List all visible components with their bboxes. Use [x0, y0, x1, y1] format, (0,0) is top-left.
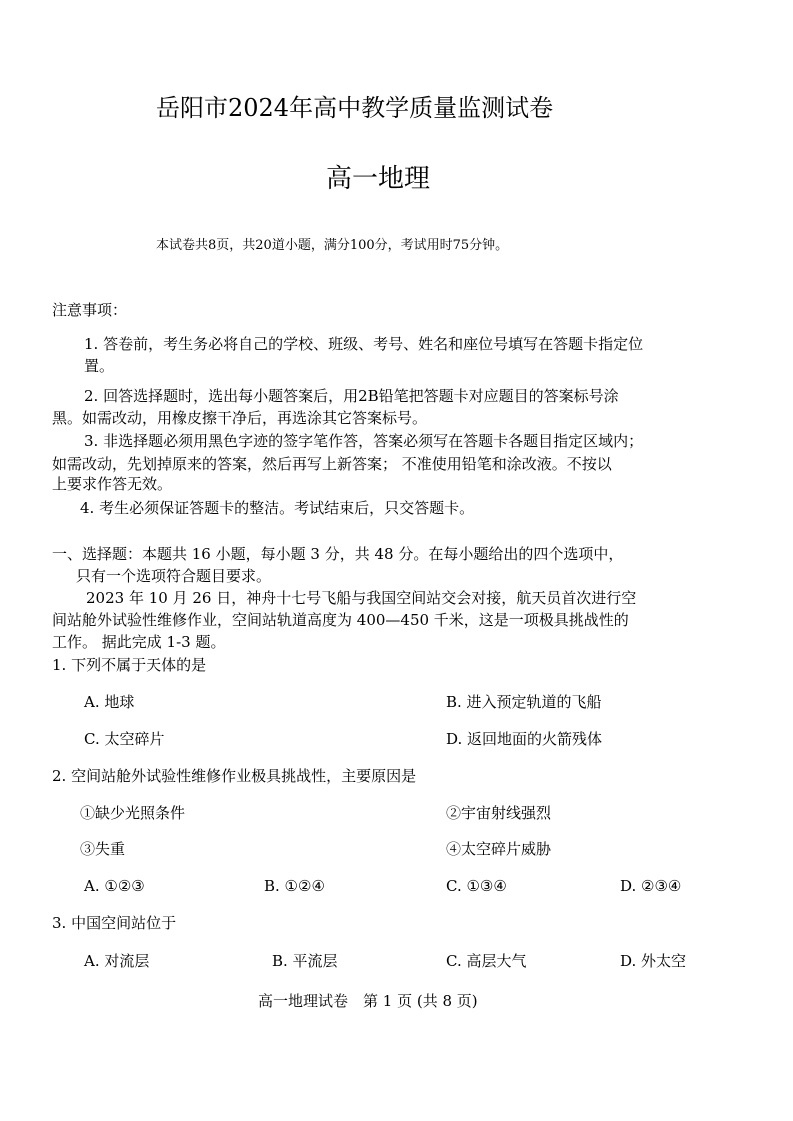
notice-item-4: 4. 考生必须保证答题卡的整洁。考试结束后，只交答题卡。	[80, 499, 475, 517]
q2-statement-1: ①缺少光照条件	[80, 804, 186, 822]
q2-statement-2: ②宇宙射线强烈	[446, 804, 552, 822]
notice-item-3-cont2: 上要求作答无效。	[52, 475, 173, 493]
q2-option-c: C. ①③④	[446, 877, 507, 895]
exam-intro: 本试卷共8页，共20道小题，满分100分，考试用时75分钟。	[156, 238, 509, 253]
page-footer: 高一地理试卷 第 1 页 (共 8 页)	[258, 992, 478, 1010]
q2-option-a: A. ①②③	[84, 877, 145, 895]
exam-title: 岳阳市2024年高中教学质量监测试卷	[156, 94, 554, 122]
question-1-stem: 1. 下列不属于天体的是	[52, 656, 207, 674]
q1-option-b: B. 进入预定轨道的飞船	[446, 693, 602, 711]
q3-option-d: D. 外太空	[620, 952, 687, 970]
q1-option-c: C. 太空碎片	[84, 730, 165, 748]
notice-item-3: 3. 非选择题必须用黑色字迹的签字笔作答，答案必须写在答题卡各题目指定区域内；	[84, 432, 644, 450]
notice-heading: 注意事项：	[52, 301, 128, 319]
question-2-stem: 2. 空间站舱外试验性维修作业极具挑战性，主要原因是	[52, 767, 417, 785]
passage-cont: 间站舱外试验性维修作业，空间站轨道高度为 400—450 千米，这是一项极具挑战性的	[52, 611, 629, 629]
q1-option-d: D. 返回地面的火箭残体	[446, 730, 603, 748]
q3-option-b: B. 平流层	[272, 952, 338, 970]
q2-statement-4: ④太空碎片威胁	[446, 840, 552, 858]
subject-title: 高一地理	[326, 164, 431, 194]
q2-option-b: B. ①②④	[264, 877, 325, 895]
notice-item-2: 2. 回答选择题时，选出每小题答案后，用2B铅笔把答题卡对应题目的答案标号涂	[84, 387, 619, 405]
section-heading-cont: 只有一个选项符合题目要求。	[76, 567, 272, 585]
q2-statement-3: ③失重	[80, 840, 126, 858]
notice-item-1-cont: 置。	[84, 357, 115, 375]
q2-option-d: D. ②③④	[620, 877, 682, 895]
q3-option-a: A. 对流层	[84, 952, 150, 970]
notice-item-3-cont: 如需改动，先划掉原来的答案，然后再写上新答案； 不准使用铅笔和涂改液。不按以	[52, 455, 612, 473]
passage: 2023 年 10 月 26 日，神舟十七号飞船与我国空间站交会对接，航天员首次进行空	[86, 589, 637, 607]
section-heading: 一、选择题：本题共 16 小题，每小题 3 分，共 48 分。在每小题给出的四个选项中，	[52, 545, 624, 563]
notice-item-2-cont: 黑。如需改动，用橡皮擦干净后，再选涂其它答案标号。	[52, 409, 428, 427]
q3-option-c: C. 高层大气	[446, 952, 527, 970]
passage-cont2: 工作。 据此完成 1-3 题。	[52, 633, 226, 651]
notice-item-1: 1. 答卷前，考生务必将自己的学校、班级、考号、姓名和座位号填写在答题卡指定位	[84, 335, 644, 353]
q1-option-a: A. 地球	[84, 693, 135, 711]
question-3-stem: 3. 中国空间站位于	[52, 914, 177, 932]
